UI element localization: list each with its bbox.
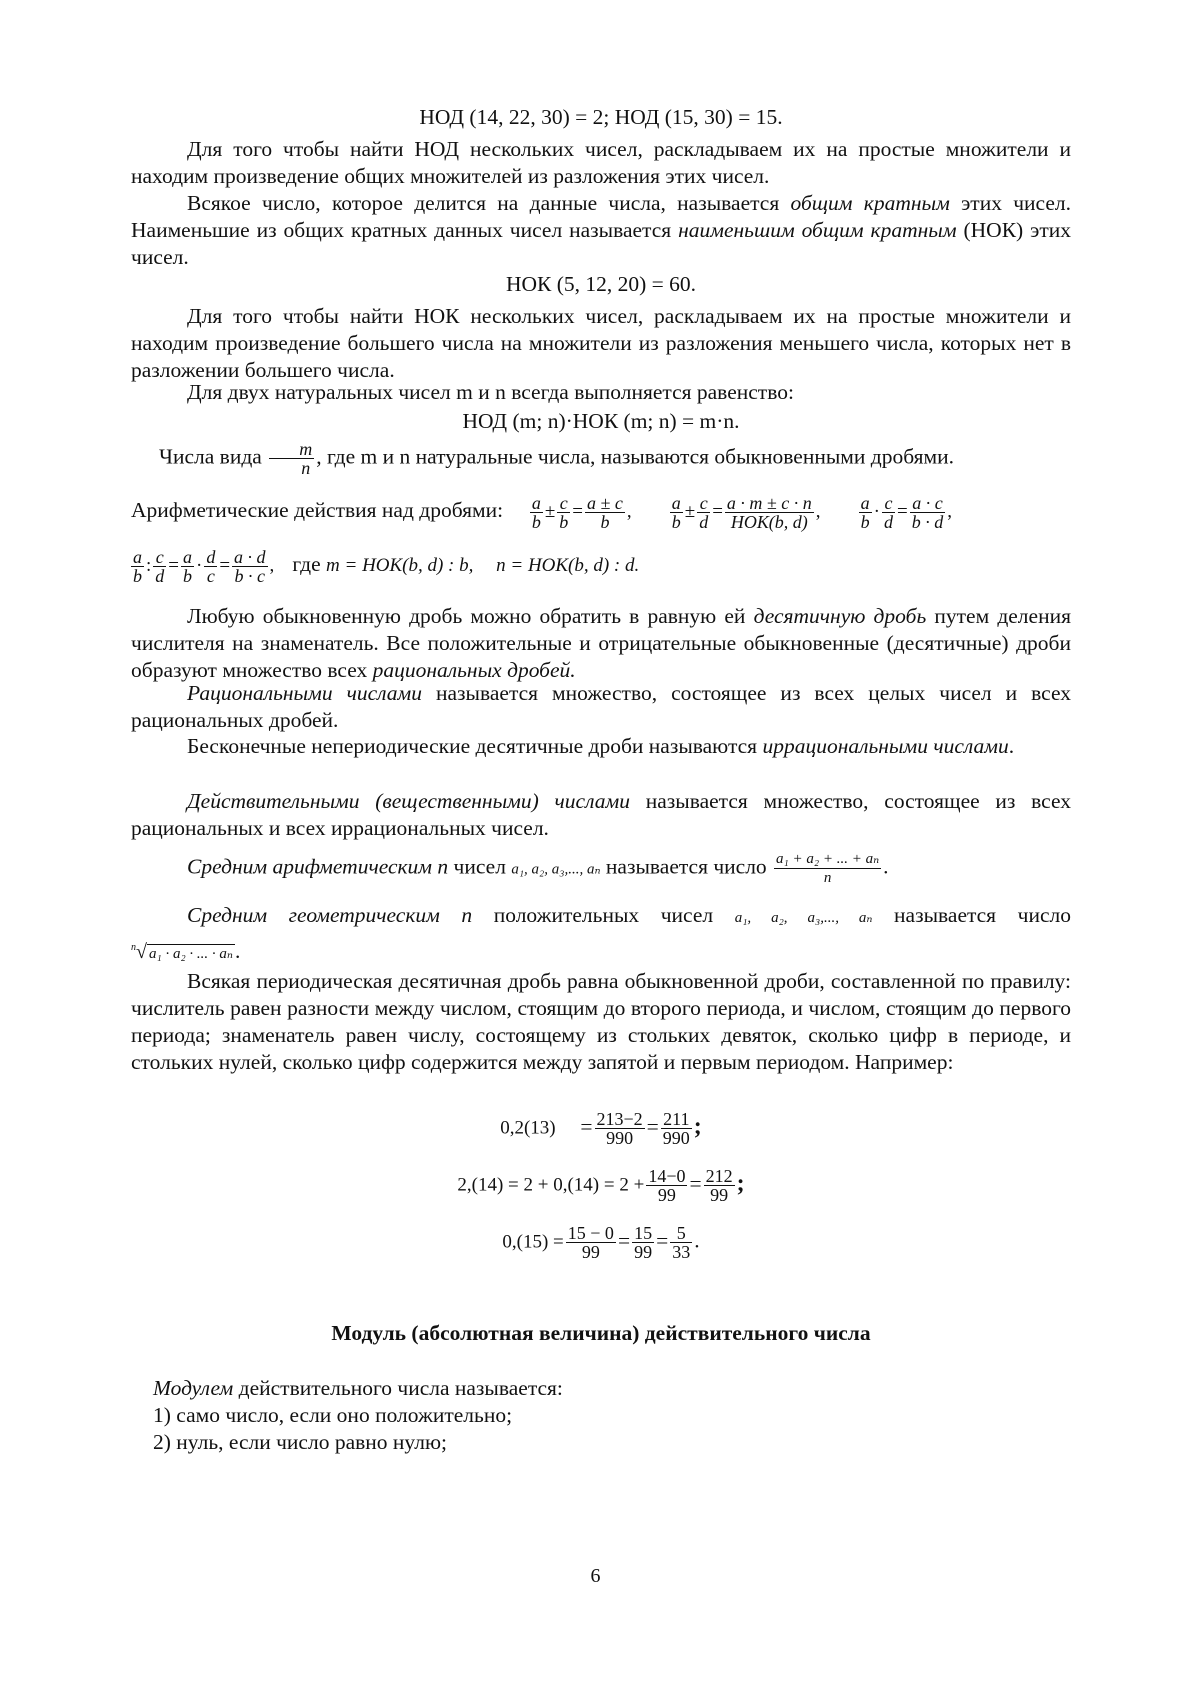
nod-nok-equality: НОД (m; n)·НОК (m; n) = m·n. — [462, 409, 740, 433]
list-item: 2) нуль, если число равно нулю; — [153, 1430, 447, 1454]
geometric-mean-formula — [131, 934, 1071, 966]
example-2 — [131, 1167, 1071, 1204]
punct: . — [694, 1228, 700, 1253]
text: . — [1008, 734, 1015, 758]
term-geometric-mean: Средним геометрическим n — [187, 903, 473, 927]
text: путем деления числителя на знаменатель. Все положительные и отрицательные обыкновенные (десятичные) дроби образуют множество всех — [131, 604, 1071, 682]
radicand: a₁ · a₂ · ... · aₙ — [148, 946, 233, 963]
denominator: b · d — [911, 512, 944, 532]
numerator: 211 — [661, 1110, 692, 1129]
page-number: 6 — [590, 1565, 601, 1587]
common-multiple-paragraph — [131, 190, 1071, 271]
operator: = — [580, 1114, 593, 1139]
lhs: 0,(15) = — [502, 1231, 564, 1253]
denominator: d — [155, 566, 165, 586]
text: Числа вида — [159, 444, 268, 469]
formula-same-denominator — [528, 493, 637, 532]
module-definition — [153, 1375, 1053, 1456]
arithmetic-mean — [131, 850, 1071, 887]
text: (НОК) этих чисел. — [131, 218, 1072, 269]
division-formula-line — [131, 548, 1071, 585]
denominator: b — [531, 512, 541, 532]
denominator: b — [133, 566, 142, 586]
numerator: a · c — [910, 494, 946, 513]
lhs: 0,2(13) — [500, 1117, 556, 1139]
operator: = — [896, 500, 908, 522]
denominator: 33 — [672, 1242, 691, 1262]
term-module: Модулем — [153, 1376, 234, 1400]
punct: , — [947, 500, 952, 522]
fraction — [704, 1167, 735, 1204]
numerator: 5 — [670, 1224, 692, 1243]
denominator: b — [671, 512, 681, 532]
term-arithmetic-mean: Средним арифметическим n — [187, 854, 449, 879]
punct: , — [269, 554, 275, 576]
numerator: 213−2 — [596, 1109, 643, 1129]
numerator: a · m ± c · n — [726, 493, 812, 513]
operator: = — [656, 1228, 669, 1253]
punct: . — [883, 854, 889, 879]
operator: · — [196, 554, 203, 576]
numerator: a ± c — [587, 493, 623, 513]
numerator: d — [206, 547, 216, 567]
denominator: b · c — [234, 566, 266, 586]
denominator: 990 — [606, 1128, 634, 1148]
nod-example: НОД (14, 22, 30) = 2; НОД (15, 30) = 15. — [419, 105, 783, 129]
text: Арифметические действия над дробями: — [131, 497, 504, 522]
punct: ; — [693, 1113, 702, 1140]
operator: = — [572, 500, 583, 522]
formula-different-denominator — [668, 493, 826, 532]
operator: ± — [544, 500, 556, 522]
fraction — [566, 1224, 616, 1261]
where-m: m = НОК(b, d) : b, — [326, 554, 474, 576]
example-3 — [131, 1224, 1071, 1261]
real-paragraph — [131, 788, 1071, 842]
numerator: c — [882, 494, 895, 513]
formula-division — [131, 547, 279, 586]
text: Бесконечные непериодические десятичные дроби называются — [187, 734, 763, 758]
text: чисел — [448, 854, 512, 879]
nok-example: НОК (5, 12, 20) = 60. — [505, 272, 697, 296]
numerator: c — [697, 494, 710, 513]
text: называется множество, состоящее из всех рациональных и всех иррациональных чисел. — [131, 789, 1071, 840]
fraction — [670, 1224, 692, 1261]
text: Любую обыкновенную дробь можно обратить в равную ей — [187, 604, 754, 628]
denominator: n — [301, 458, 311, 478]
fraction — [632, 1224, 654, 1261]
module-intro — [153, 1375, 1053, 1402]
numerator: a · d — [234, 547, 266, 567]
numerator: a — [531, 493, 541, 513]
denominator: 99 — [634, 1242, 653, 1262]
nod-method-paragraph: Для того чтобы найти НОД нескольких чисел, раскладываем их на простые множители и находим произведение общих множителей из разложения этих чисел. — [131, 137, 1071, 188]
term-decimal: десятичную дробь — [753, 604, 927, 628]
operator: = — [689, 1171, 702, 1196]
lhs: 2,(14) = 2 + 0,(14) = 2 + — [457, 1174, 645, 1196]
denominator: 99 — [710, 1185, 729, 1205]
punct: , — [626, 500, 632, 522]
radical-icon: √ — [136, 941, 147, 964]
operator: = — [646, 1114, 659, 1139]
text: положительных чисел — [472, 903, 735, 927]
term-lcm: наименьшим общим кратным — [678, 218, 957, 242]
operator: = — [168, 554, 179, 576]
denominator: b — [860, 512, 870, 532]
operator: ± — [684, 500, 696, 522]
operator: = — [617, 1228, 631, 1253]
operator: = — [219, 554, 231, 576]
text: этих чисел. Наименьшие из общих кратных данных чисел называется — [131, 191, 1072, 242]
operator: · — [873, 500, 880, 522]
punct: . — [235, 939, 241, 964]
denominator: n — [823, 870, 832, 886]
sequence: a₁, a₂, a₃,..., aₙ — [734, 910, 873, 926]
denominator: 99 — [581, 1242, 600, 1262]
decimal-paragraph — [131, 603, 1071, 684]
fraction-m-over-n — [269, 440, 314, 477]
numerator: c — [557, 494, 570, 513]
denominator: НОК(b, d) — [730, 512, 808, 532]
mean-fraction — [774, 850, 881, 887]
numerator: 14−0 — [648, 1166, 686, 1186]
section-heading: Модуль (абсолютная величина) действительного числа — [331, 1321, 871, 1345]
geometric-mean — [131, 902, 1071, 966]
denominator: d — [699, 512, 709, 532]
numerator: a — [183, 547, 192, 567]
denominator: c — [206, 566, 215, 586]
periodic-paragraph: Всякая периодическая десятичная дробь равна обыкновенной дроби, составленной по правилу: числитель равен разности между числом, стоящим до второго периода, и числом, стоящим до первого периода; знаменатель равен числу, состоящему из стольких девяток, сколько цифр в периоде, и стольких нулей, сколько цифр содержится между запятой и первым периодом. Например: — [131, 969, 1071, 1074]
numerator: c — [153, 548, 166, 567]
text: , где m и n натуральные числа, называются обыкновенными дробями. — [316, 444, 954, 469]
operator: : — [146, 554, 152, 576]
rational-paragraph — [131, 680, 1071, 734]
fraction-definition — [131, 440, 1071, 477]
root-index: n — [131, 942, 136, 953]
irrational-paragraph — [131, 733, 1071, 760]
arithmetic-operations — [131, 494, 1071, 531]
text: называется число — [600, 854, 773, 879]
example-1 — [131, 1110, 1071, 1147]
denominator: b — [600, 512, 610, 532]
numerator: a — [860, 493, 870, 513]
numerator: a — [133, 547, 142, 567]
denominator: 990 — [662, 1128, 690, 1148]
term-common-multiple: общим кратным — [790, 191, 950, 215]
where-label: где — [292, 551, 321, 576]
term-rational: Рациональными числами — [187, 681, 422, 705]
fraction — [595, 1110, 645, 1147]
numerator: a — [671, 493, 681, 513]
text: Всякое число, которое делится на данные числа, называется — [187, 191, 791, 215]
where-n: n = НОК(b, d) : d. — [496, 554, 640, 576]
text: называется число — [872, 903, 1071, 927]
denominator: b — [559, 512, 569, 532]
denominator: b — [183, 566, 192, 586]
sequence: a₁, a₂, a₃,..., aₙ — [511, 861, 601, 878]
formula-multiplication — [857, 493, 952, 532]
numerator: 15 − 0 — [567, 1223, 614, 1243]
fraction — [661, 1110, 692, 1147]
text: действительного числа называется: — [233, 1376, 563, 1400]
denominator: d — [883, 512, 893, 532]
numerator: a₁ + a₂ + ... + aₙ — [776, 851, 880, 867]
numerator: m — [269, 440, 314, 459]
text: называется множество, состоящее из всех целых чисел и всех рациональных дробей. — [131, 681, 1071, 732]
numerator: 212 — [705, 1166, 733, 1186]
list-item: 1) само число, если оно положительно; — [153, 1403, 513, 1427]
punct: ; — [736, 1170, 745, 1197]
term-rational-fractions: рациональных дробей. — [372, 658, 576, 682]
nok-method-paragraph: Для того чтобы найти НОК нескольких чисел, раскладываем их на простые множители и находим произведение большего числа на множители из разложения меньшего числа, которых нет в разложении большего числа. — [131, 304, 1071, 382]
punct: , — [815, 500, 821, 522]
term-irrational: иррациональными числами — [762, 734, 1009, 758]
denominator: 99 — [657, 1185, 676, 1205]
fraction — [646, 1167, 687, 1204]
numerator: 15 — [634, 1223, 653, 1243]
equality-intro: Для двух натуральных чисел m и n всегда выполняется равенство: — [187, 380, 794, 404]
operator: = — [712, 500, 723, 522]
term-real: Действительными (вещественными) числами — [187, 789, 630, 813]
